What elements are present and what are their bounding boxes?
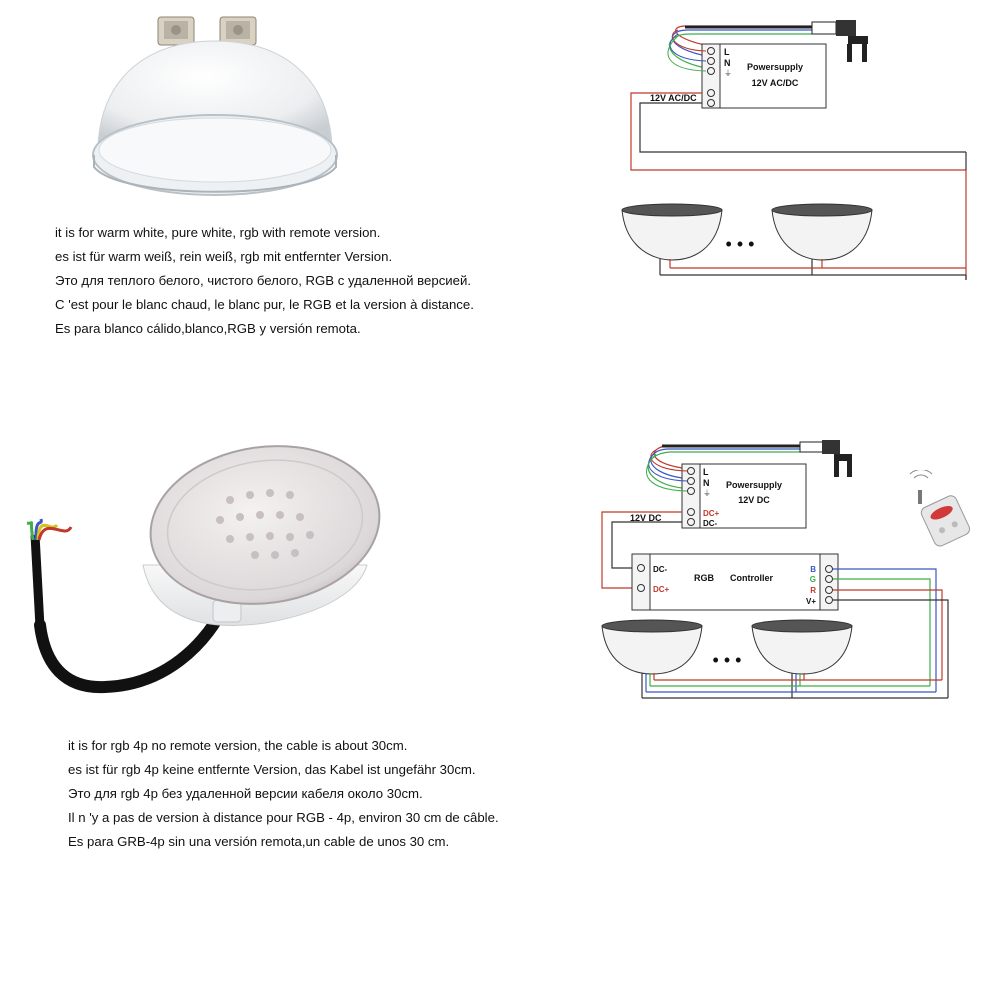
psu-title: Powersupply: [725, 480, 783, 490]
description-line: es ist für warm weiß, rein weiß, rgb mit entfernter Version.: [55, 249, 393, 264]
psu-rating: 12V DC: [738, 495, 770, 505]
controller-title: Controller: [730, 573, 774, 583]
ellipsis-dots: • • •: [725, 234, 755, 254]
ctrl-dc-plus-label: DC+: [653, 585, 670, 594]
rgb-controller-box: [632, 554, 838, 610]
wiring-diagram-1: [600, 0, 980, 290]
controller-title-rgb: RGB: [694, 573, 714, 583]
screw-terminal: [158, 17, 194, 45]
psu-title: Powersupply: [746, 62, 804, 72]
channel-g-label: G: [809, 575, 816, 584]
output-voltage-label: 12V DC: [630, 513, 662, 523]
description-block-1: [55, 221, 474, 341]
wiring-diagram-2: [590, 430, 970, 710]
channel-v-label: V+: [805, 597, 816, 606]
terminal-n-label: N: [703, 478, 710, 488]
lamp-symbol: [772, 204, 872, 275]
power-supply-box: [682, 464, 806, 528]
earth-icon: ⏚: [703, 489, 711, 498]
dc-plus-label: DC+: [703, 509, 720, 518]
dc-minus-label: DC-: [703, 519, 718, 528]
lamp-photo-2: [15, 415, 435, 705]
terminal-l-label: L: [703, 467, 709, 477]
description-line: Es para GRB-4p sin una versión remota,un cable de unos 30 cm.: [68, 834, 450, 849]
earth-icon: ⏚: [724, 69, 732, 78]
ctrl-dc-minus-label: DC-: [653, 565, 668, 574]
description-line: it is for rgb 4p no remote version, the cable is about 30cm.: [68, 738, 408, 753]
terminal-l-label: L: [724, 47, 730, 57]
description-line: Il n 'y a pas de version à distance pour RGB - 4p, environ 30 cm de câble.: [68, 810, 499, 825]
ellipsis-dots: • • •: [712, 650, 742, 670]
power-supply-box: [702, 44, 826, 108]
lamp-symbol: [622, 204, 722, 275]
description-line: Это для теплого белого, чистого белого, RGB с удаленной версией.: [55, 273, 472, 288]
psu-rating: 12V AC/DC: [751, 78, 799, 88]
description-line: Это для rgb 4p без удаленной версии кабеля около 30cm.: [68, 786, 423, 801]
channel-b-label: B: [810, 565, 816, 574]
description-block-2: [68, 734, 499, 854]
description-line: es ist für rgb 4p keine entfernte Version, das Kabel ist ungefähr 30cm.: [68, 762, 476, 777]
description-line: Es para blanco cálido,blanco,RGB y versión remota.: [55, 321, 361, 336]
lamp-photo-1: [80, 5, 350, 215]
description-line: C 'est pour le blanc chaud, le blanc pur, le RGB et la version à distance.: [55, 297, 474, 312]
channel-r-label: R: [810, 586, 816, 595]
terminal-n-label: N: [724, 58, 731, 68]
power-plug-icon: [800, 440, 852, 477]
output-voltage-label: 12V AC/DC: [650, 93, 697, 103]
description-line: it is for warm white, pure white, rgb with remote version.: [55, 225, 381, 240]
